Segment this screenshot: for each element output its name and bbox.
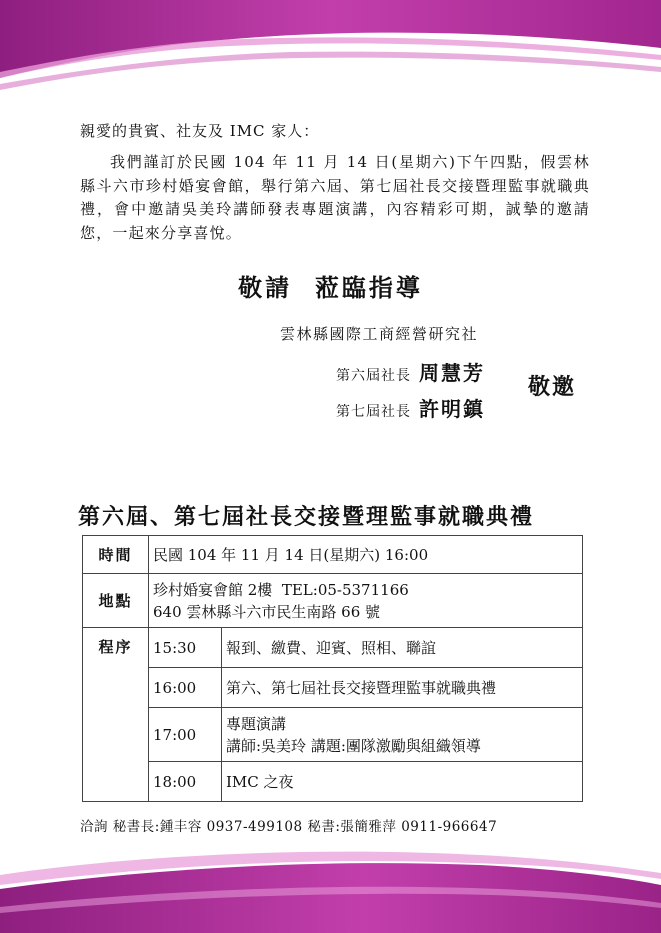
program-desc (222, 708, 583, 762)
program-time: 18:00 (149, 762, 222, 802)
top-wave-decoration (0, 0, 661, 100)
program-label: 程序 (83, 628, 149, 802)
schedule-table (82, 535, 583, 802)
program-desc: 第六、第七屆社長交接暨理監事就職典禮 (222, 668, 583, 708)
signature-7th-president (336, 393, 485, 422)
contact-info: 洽詢 秘書長:鍾丰容 0937-499108 秘書:張簡雅萍 0911-966647 (80, 819, 498, 835)
invite-word: 敬邀 (528, 374, 577, 400)
organization-name: 雲林縣國際工商經營研究社 (280, 325, 479, 343)
signature-6th-president (336, 357, 485, 386)
place-line-1: 珍村婚宴會館 2樓 TEL:05-5371166 (153, 580, 409, 599)
place-line-2: 640 雲林縣斗六市民生南路 66 號 (153, 602, 381, 621)
program-time: 16:00 (149, 668, 222, 708)
program-desc-line-2: 講師:吳美玲 講題:團隊激勵與組織領導 (226, 736, 481, 755)
signature-role: 第六屆社長 (336, 368, 411, 384)
program-desc: 報到、繳費、迎賓、照相、聯誼 (222, 628, 583, 668)
signature-name: 許明鎮 (419, 397, 485, 421)
program-time: 15:30 (149, 628, 222, 668)
program-desc-line-1: 專題演講 (226, 714, 287, 733)
respect-line: 敬請 蒞臨指導 (238, 273, 423, 302)
time-label: 時間 (83, 536, 149, 574)
invitation-paragraph: 我們謹訂於民國 104 年 11 月 14 日(星期六)下午四點，假雲林縣斗六市珍村婚宴會館，舉行第六屆、第七屆社長交接暨理監事就職典禮，會中邀請吳美玲講師發表專題演講，內容精彩可期，誠摯的邀請您，一起來分享喜悅。 (80, 153, 590, 242)
event-title: 第六屆、第七屆社長交接暨理監事就職典禮 (78, 504, 535, 530)
place-value (149, 574, 583, 628)
signature-role: 第七屆社長 (336, 404, 411, 420)
program-time: 17:00 (149, 708, 222, 762)
time-value: 民國 104 年 11 月 14 日(星期六) 16:00 (149, 536, 583, 574)
bottom-wave-decoration (0, 845, 661, 933)
program-desc: IMC 之夜 (222, 762, 583, 802)
greeting: 親愛的貴賓、社友及 IMC 家人： (80, 122, 320, 140)
place-label: 地點 (83, 574, 149, 628)
signature-name: 周慧芳 (419, 361, 485, 385)
